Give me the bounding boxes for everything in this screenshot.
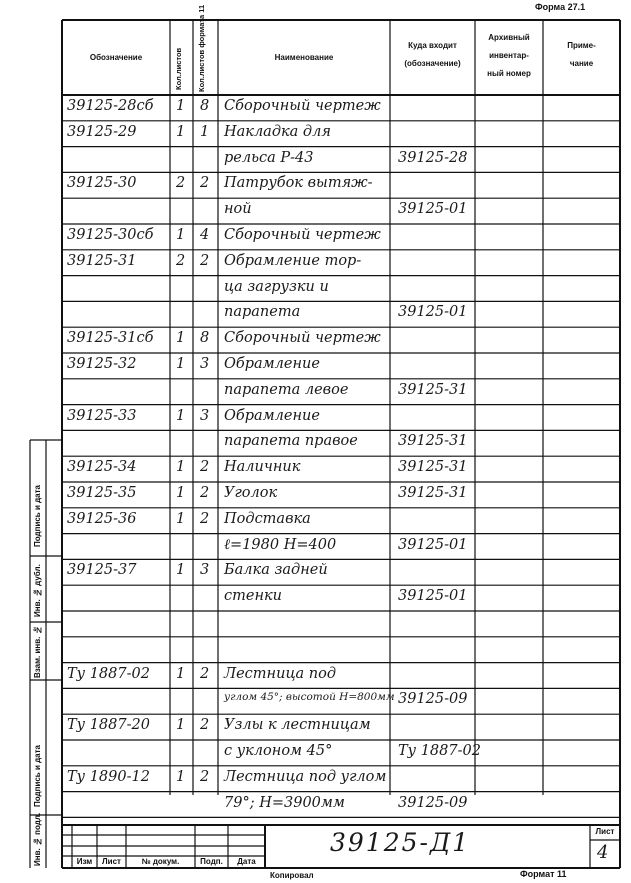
header-qty-sheets: Кол.листов [174,47,183,90]
row-name: парапета правое [224,433,358,450]
row-qty: 2 [176,252,186,269]
row-designation: 39125-37 [67,562,137,579]
row-designation: 39125-35 [67,485,137,501]
row-designation: 39125-30сб [67,227,154,243]
copied-label: Копировал [270,871,314,880]
row-name: Накладка для [224,123,331,140]
row-designation: 39125-33 [67,407,137,424]
row-name: 79°; Н=3900мм [224,794,345,811]
header-archive-2: инвентар- [489,51,529,60]
row-where-used: 39125-01 [398,536,468,553]
row-designation: 39125-34 [67,459,137,476]
row-qty: 1 [176,227,186,243]
row-format: 8 [200,330,210,347]
row-format: 2 [200,717,210,734]
row-where-used: 39125-01 [398,304,468,321]
row-name: рельса Р-43 [224,149,314,166]
row-qty: 1 [176,717,186,734]
format-label: Формат 11 [520,869,567,879]
row-format: 3 [200,356,210,372]
side-label-sign-date-bottom: Подпись и дата [33,745,42,807]
row-format: 2 [200,485,210,501]
row-name: Обрамление тор- [224,252,362,269]
row-name: Сборочный чертеж [224,98,381,114]
row-name: ной [224,201,252,218]
row-name: углом 45°; высотой Н=800мм [224,691,395,704]
row-format: 2 [200,665,210,682]
row-name: Сборочный чертеж [224,227,381,243]
row-format: 4 [200,227,210,243]
row-where-used: 39125-01 [398,588,468,605]
row-format: 1 [200,123,210,140]
sheet-label: Лист [595,827,615,836]
header-archive-3: ный номер [487,69,531,78]
row-format: 2 [200,459,210,476]
row-where-used: 39125-09 [398,691,468,708]
header-format-sheets: Кол.листов формата 11 [197,4,206,92]
row-name: Балка задней [224,562,328,579]
row-qty: 1 [176,510,186,527]
tb-list: Лист [102,857,121,866]
row-format: 3 [200,562,210,579]
header-where-used-2: (обозначение) [404,59,461,68]
row-where-used: 39125-31 [398,433,468,450]
row-qty: 1 [176,123,186,140]
side-label-dup-inv: Инв. № дубл. [33,564,42,617]
row-name: Наличник [224,459,301,476]
row-qty: 1 [176,407,186,424]
row-qty: 1 [176,98,186,114]
row-name: Обрамление [224,356,320,372]
row-qty: 1 [176,665,186,682]
side-label-replaces-inv: Взам. инв. № [33,625,42,678]
row-name: Обрамление [224,407,320,424]
row-format: 2 [200,252,210,269]
row-name: Лестница под [224,665,337,682]
header-name: Наименование [274,53,334,62]
tb-doc: № докум. [141,857,180,866]
row-designation: 39125-32 [67,356,137,372]
sheet-number: 4 [597,842,609,863]
row-format: 3 [200,407,210,424]
row-where-used: 39125-09 [398,794,468,811]
row-name: с уклоном 45° [224,743,333,759]
header-where-used-1: Куда входит [408,41,457,50]
row-format: 8 [200,98,210,114]
row-format: 2 [200,768,210,785]
header-note-1: Приме- [567,41,596,50]
form-label: Форма 27.1 [535,2,586,12]
tb-sign: Подп. [200,857,223,866]
row-name: Уголок [224,485,278,501]
row-where-used: 39125-31 [398,485,468,501]
header-note-2: чание [569,59,594,68]
row-name: Подставка [224,510,311,527]
row-where-used: Ту 1887-02 [398,743,481,759]
row-qty: 1 [176,562,186,579]
row-qty: 1 [176,485,186,501]
row-qty: 2 [176,175,186,192]
row-name: стенки [224,588,282,605]
tb-date: Дата [237,857,256,866]
tb-izm: Изм [76,857,93,866]
side-label-sign-date-top: Подпись и дата [33,485,42,547]
row-name: парапета левое [224,381,349,398]
row-designation: 39125-28сб [67,98,154,114]
row-qty: 1 [176,768,186,785]
row-designation: 39125-36 [67,510,137,527]
row-format: 2 [200,175,210,192]
row-name: парапета [224,304,301,321]
row-where-used: 39125-28 [398,149,468,166]
row-qty: 1 [176,459,186,476]
row-designation: 39125-31 [67,252,137,269]
document-number: 39125-Д1 [330,828,471,857]
row-name: Узлы к лестницам [224,717,371,734]
row-designation: Ту 1887-20 [67,717,150,734]
row-name: Лестница под углом [224,768,387,785]
side-label-orig-inv: Инв. № подл. [33,812,42,866]
row-designation: 39125-29 [67,123,137,140]
row-qty: 1 [176,330,186,347]
row-where-used: 39125-31 [398,381,468,398]
row-name: Патрубок вытяж- [224,175,373,192]
row-name: ℓ=1980 Н=400 [224,536,337,553]
row-name: Сборочный чертеж [224,330,381,347]
row-designation: Ту 1887-02 [67,665,150,682]
row-where-used: 39125-31 [398,459,468,476]
header-designation: Обозначение [89,53,143,62]
row-designation: 39125-30 [67,175,137,192]
row-where-used: 39125-01 [398,201,468,218]
row-qty: 1 [176,356,186,372]
row-designation: 39125-31сб [67,330,154,347]
row-designation: Ту 1890-12 [67,768,150,785]
header-archive-1: Архивный [488,33,530,42]
row-format: 2 [200,510,210,527]
row-name: ца загрузки и [224,278,329,295]
